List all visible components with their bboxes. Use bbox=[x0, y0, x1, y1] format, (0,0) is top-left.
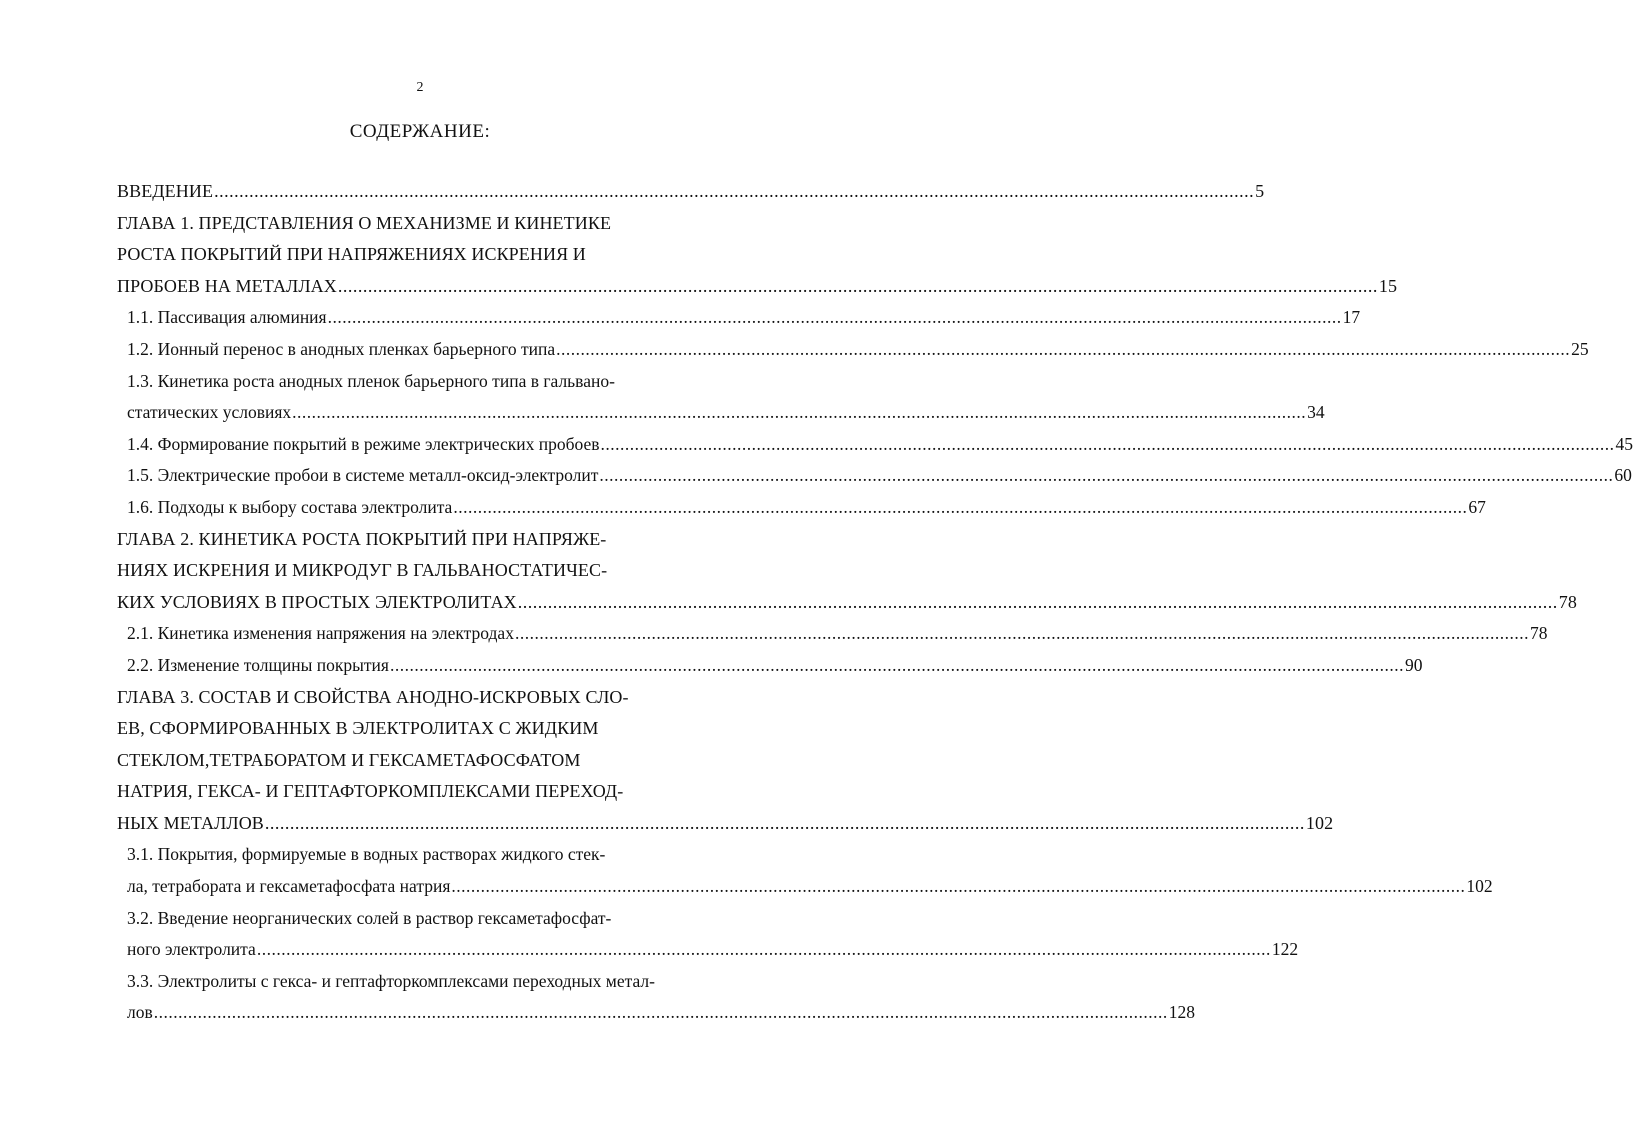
toc-chapter-line bbox=[117, 591, 1577, 624]
dot-leader bbox=[328, 307, 1342, 328]
dot-leader bbox=[338, 276, 1378, 297]
dot-leader bbox=[556, 339, 1570, 360]
toc-entry-text: 1.3. Кинетика роста анодных пленок барьерного типа в гальвано- bbox=[127, 370, 615, 391]
toc-page-number: 102 bbox=[1466, 876, 1493, 897]
toc-entry-text: 1.6. Подходы к выбору состава электролита bbox=[127, 496, 453, 517]
dot-leader bbox=[265, 813, 1305, 834]
toc-section-line bbox=[117, 654, 1423, 687]
toc-chapter-line bbox=[117, 244, 733, 276]
toc-section-line bbox=[117, 307, 1361, 339]
toc-section-line bbox=[117, 496, 1486, 529]
toc-chapter-line bbox=[117, 529, 733, 561]
toc-section-line bbox=[117, 908, 733, 940]
toc-chapter-line bbox=[117, 812, 1334, 845]
toc-section-line bbox=[117, 402, 1325, 434]
toc-entry-text: ЕВ, СФОРМИРОВАННЫХ В ЭЛЕКТРОЛИТАХ С ЖИДКИМ bbox=[117, 718, 599, 739]
toc-page-number: 78 bbox=[1558, 591, 1577, 612]
toc-page-number: 34 bbox=[1307, 402, 1325, 423]
toc-page-number: 78 bbox=[1529, 623, 1548, 644]
toc-section-line bbox=[117, 433, 1633, 466]
toc-entry-text: 3.3. Электролиты с гекса- и гептафторкомплексами переходных метал- bbox=[127, 970, 655, 991]
toc-section-line bbox=[117, 465, 1632, 497]
toc-section-line bbox=[117, 939, 1299, 971]
toc-section-line bbox=[117, 971, 733, 1003]
toc-entry-text: ГЛАВА 3. СОСТАВ И СВОЙСТВА АНОДНО-ИСКРОВЫХ СЛО- bbox=[117, 686, 629, 707]
toc-entry-text: 1.1. Пассивация алюминия bbox=[127, 307, 327, 328]
toc-page-number: 45 bbox=[1615, 433, 1633, 454]
toc-page-number: 102 bbox=[1305, 812, 1334, 833]
toc-page-number: 122 bbox=[1271, 939, 1299, 960]
toc-page-number: 5 bbox=[1255, 181, 1265, 201]
toc-section-line bbox=[117, 1002, 1195, 1034]
page-number: 2 bbox=[416, 80, 424, 95]
toc-page-number: 25 bbox=[1571, 338, 1589, 359]
toc-entry-text: 1.2. Ионный перенос в анодных пленках барьерного типа bbox=[127, 338, 556, 359]
toc-section-line bbox=[117, 623, 1548, 655]
toc-entry-text: ла, тетрабората и гексаметафосфата натрия bbox=[127, 876, 451, 897]
dot-leader bbox=[214, 181, 1254, 202]
toc-section-line bbox=[117, 338, 1589, 371]
toc-entry-text: НАТРИЯ, ГЕКСА- И ГЕПТАФТОРКОМПЛЕКСАМИ ПЕРЕХОД- bbox=[117, 781, 624, 802]
toc-chapter-line bbox=[117, 687, 733, 719]
toc-chapter-line bbox=[117, 560, 733, 592]
dot-leader bbox=[518, 592, 1558, 613]
toc-entry-text: НИЯХ ИСКРЕНИЯ И МИКРОДУГ В ГАЛЬВАНОСТАТИЧЕС- bbox=[117, 560, 608, 581]
toc-page-number: 15 bbox=[1378, 275, 1398, 296]
toc-entry-text: ПРОБОЕВ НА МЕТАЛЛАХ bbox=[117, 275, 337, 296]
toc-entry-text: ВВЕДЕНИЕ bbox=[117, 181, 214, 201]
toc-page-number: 17 bbox=[1342, 307, 1361, 328]
toc-chapter-line bbox=[117, 718, 733, 750]
dot-leader bbox=[451, 876, 1465, 897]
toc-entry-text: 1.5. Электрические пробои в системе металл-оксид-электролит bbox=[127, 465, 599, 486]
toc-chapter-line bbox=[117, 213, 733, 245]
dot-leader bbox=[292, 402, 1306, 423]
toc-entry-text: 1.4. Формирование покрытий в режиме электрических пробоев bbox=[127, 433, 600, 454]
toc-chapter-line bbox=[117, 750, 733, 782]
toc-entry-text: ГЛАВА 2. КИНЕТИКА РОСТА ПОКРЫТИЙ ПРИ НАПРЯЖЕ- bbox=[117, 528, 607, 549]
toc-page-number: 60 bbox=[1614, 465, 1632, 486]
toc-entry-text: 3.2. Введение неорганических солей в раствор гексаметафосфат- bbox=[127, 907, 612, 928]
dot-leader bbox=[599, 465, 1613, 486]
dot-leader bbox=[257, 939, 1271, 960]
dot-leader bbox=[600, 434, 1614, 455]
dot-leader bbox=[453, 497, 1467, 518]
dot-leader bbox=[154, 1002, 1168, 1023]
dot-leader bbox=[515, 623, 1529, 644]
toc-chapter-line bbox=[117, 781, 733, 813]
toc-page-number: 67 bbox=[1468, 496, 1486, 517]
table-of-contents bbox=[117, 181, 1633, 1034]
toc-entry-text: СТЕКЛОМ,ТЕТРАБОРАТОМ И ГЕКСАМЕТАФОСФАТОМ bbox=[117, 749, 581, 770]
page-title: СОДЕРЖАНИЕ: bbox=[349, 121, 491, 142]
toc-section-line bbox=[117, 844, 733, 876]
toc-page-number: 90 bbox=[1404, 654, 1423, 675]
toc-entry-text: 2.1. Кинетика изменения напряжения на электродах bbox=[127, 623, 514, 644]
toc-entry-text: ГЛАВА 1. ПРЕДСТАВЛЕНИЯ О МЕХАНИЗМЕ И КИНЕТИКЕ bbox=[117, 212, 612, 233]
toc-chapter-line bbox=[117, 181, 1265, 213]
toc-chapter-line bbox=[117, 275, 1398, 308]
toc-entry-text: 2.2. Изменение толщины покрытия bbox=[127, 654, 389, 675]
toc-entry-text: лов bbox=[127, 1002, 153, 1023]
toc-section-line bbox=[117, 876, 1493, 908]
toc-entry-text: РОСТА ПОКРЫТИЙ ПРИ НАПРЯЖЕНИЯХ ИСКРЕНИЯ И bbox=[117, 244, 586, 265]
toc-page-number: 128 bbox=[1168, 1002, 1195, 1023]
toc-entry-text: НЫХ МЕТАЛЛОВ bbox=[117, 812, 264, 833]
dot-leader bbox=[390, 655, 1404, 676]
toc-entry-text: КИХ УСЛОВИЯХ В ПРОСТЫХ ЭЛЕКТРОЛИТАХ bbox=[117, 591, 517, 612]
toc-entry-text: ного электролита bbox=[127, 939, 256, 960]
toc-entry-text: 3.1. Покрытия, формируемые в водных растворах жидкого стек- bbox=[127, 844, 606, 865]
toc-entry-text: статических условиях bbox=[127, 402, 292, 423]
toc-section-line bbox=[117, 371, 733, 403]
